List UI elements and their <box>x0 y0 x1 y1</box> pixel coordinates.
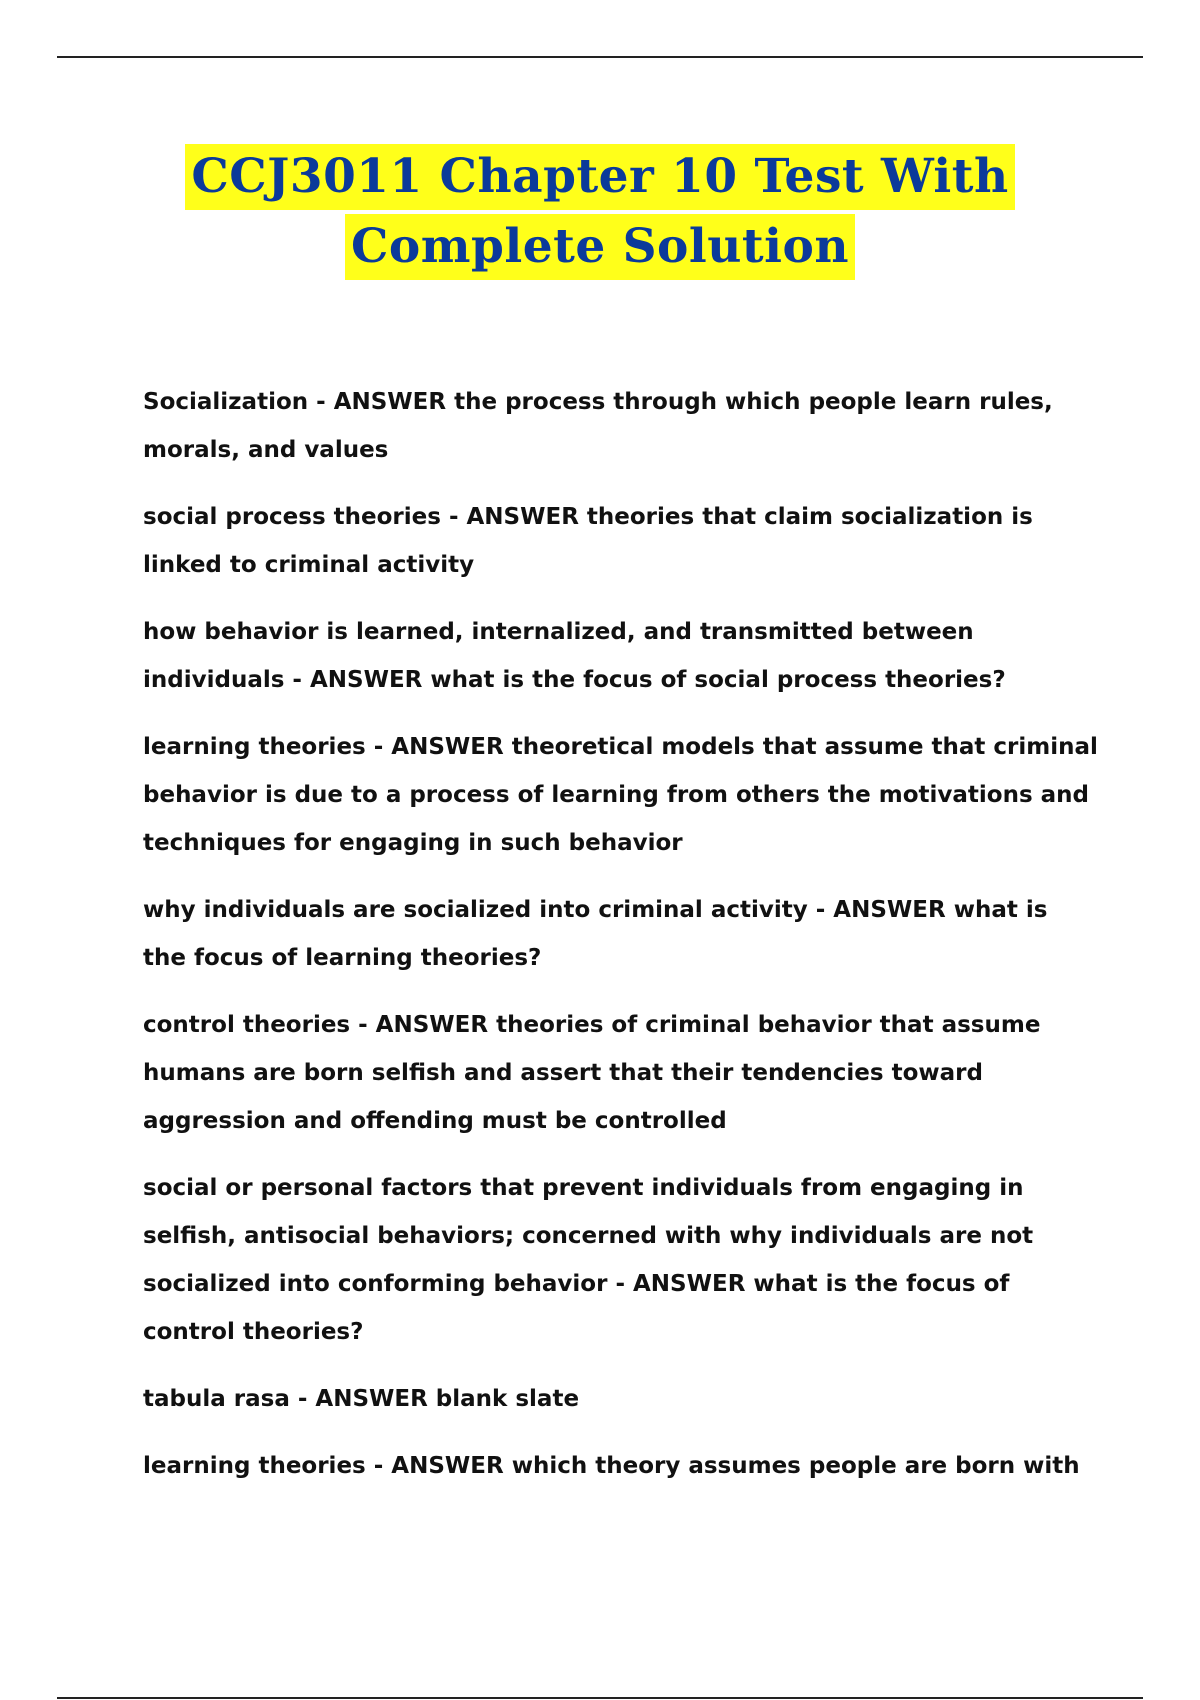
qa-item: tabula rasa - ANSWER blank slate <box>143 1386 580 1412</box>
bottom-divider <box>57 1697 1143 1699</box>
qa-list <box>143 378 1098 1509</box>
title-line-1: CCJ3011 Chapter 10 Test With <box>185 144 1014 210</box>
qa-item: control theories - ANSWER theories of criminal behavior that assume humans are born selfish and assert that their tendencies toward aggression and offending must be controlled <box>143 1012 1041 1134</box>
qa-item: social or personal factors that prevent individuals from engaging in selfish, antisocial behaviors; concerned with why individuals are not socialized into conforming behavior - ANSWER what is the focus of control theories? <box>143 1175 1034 1345</box>
document-title <box>0 140 1200 280</box>
title-line-2: Complete Solution <box>345 214 855 280</box>
qa-item: why individuals are socialized into criminal activity - ANSWER what is the focus of learning theories? <box>143 897 1048 971</box>
qa-item: learning theories - ANSWER which theory assumes people are born with <box>143 1453 1080 1479</box>
qa-item: how behavior is learned, internalized, and transmitted between individuals - ANSWER what is the focus of social process theories? <box>143 619 1006 693</box>
qa-item: learning theories - ANSWER theoretical models that assume that criminal behavior is due to a process of learning from others the motivations and techniques for engaging in such behavior <box>143 734 1098 856</box>
qa-item: social process theories - ANSWER theories that claim socialization is linked to criminal activity <box>143 504 1033 578</box>
top-divider <box>57 56 1143 58</box>
qa-item: Socialization - ANSWER the process through which people learn rules, morals, and values <box>143 389 1053 463</box>
